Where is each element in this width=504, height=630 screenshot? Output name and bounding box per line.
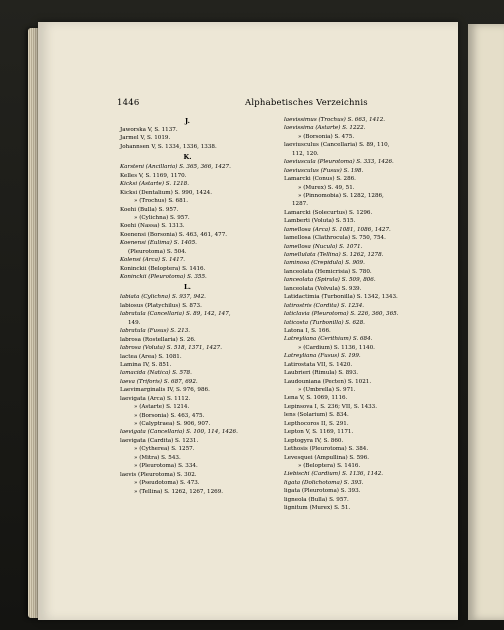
section-heading: L. — [184, 283, 191, 292]
index-entry: laevigata (Cardita) S. 1231. — [120, 437, 199, 444]
index-entry: » (Umbrella) S. 971. — [298, 387, 356, 393]
index-entry: lactea (Area) S. 1081. — [120, 353, 182, 360]
index-entry: Karsteni (Ancillaria) S. 365, 366, 1427. — [120, 164, 231, 171]
index-entry: Koenensi (Borsonia) S. 463, 461, 477. — [120, 231, 228, 238]
index-entry: laeviusculus (Fusus) S. 198. — [284, 167, 364, 174]
index-entry: Lamarcki (Conus) S. 286. — [284, 176, 356, 183]
index-entry: » (Pseudotoma) S. 473. — [134, 480, 200, 487]
index-entry: » (Borsonia) S. 463, 475. — [134, 412, 205, 419]
section-heading: J. — [185, 117, 190, 125]
index-entry: Laevimarginalis IV, S. 976, 986. — [120, 387, 210, 394]
index-entry: » (Cardium) S. 1136, 1140. — [298, 344, 375, 351]
index-entry: laticosta (Turbonilla) S. 628. — [284, 319, 365, 326]
index-entry: (Pleurotoma) S. 504. — [128, 248, 187, 255]
index-entry: » (Calyptraea) S. 906, 907. — [134, 421, 211, 427]
index-entry: lanceolata (Spirula) S. 509, 806. — [284, 277, 376, 284]
facing-page-edge — [468, 24, 504, 620]
index-entry: lamellosa (Arca) S. 1081, 1086, 1427. — [284, 226, 391, 233]
index-column-right — [284, 116, 444, 513]
index-entry: Laubrieri (Rimula) S. 893. — [284, 370, 359, 377]
index-entry: labiosus (Platychilus) S. 873. — [120, 302, 202, 309]
index-entry: 112, 120. — [292, 150, 319, 157]
section-heading: K. — [183, 153, 192, 162]
index-entry: Koninckii (Pleurotoma) S. 355. — [120, 274, 207, 280]
index-entry: Lethosis (Pleurotoma) S. 384. — [284, 446, 369, 453]
index-entry: lamellosa (Nucula) S. 1071. — [284, 243, 363, 250]
index-entry: Liebischi (Cardium) S. 1136, 1142. — [284, 471, 384, 478]
index-entry: Latreyliana (Cerithium) S. 684. — [284, 336, 373, 343]
index-entry: Koehi (Bulla) S. 957. — [120, 206, 179, 213]
index-entry: » (Pleurotoma) S. 334. — [134, 463, 198, 470]
index-entry: Leptogyra IV, S. 860. — [284, 437, 344, 444]
index-entry: lens (Solarium) S. 834. — [284, 412, 349, 419]
index-entry: ligneola (Bulla) S. 957. — [284, 496, 349, 503]
index-entry: lamellulata (Tellina) S. 1262, 1278. — [284, 252, 384, 258]
index-entry: labratula (Fusus) S. 213. — [120, 328, 191, 335]
index-entry: Jaworska V, S. 1137. — [120, 127, 178, 133]
index-entry: lanceolata (Volvula) S. 939. — [284, 285, 362, 292]
index-entry: » (Tellina) S. 1262, 1267, 1269. — [134, 488, 224, 495]
index-entry: Jarmel V, S. 1019. — [120, 135, 171, 142]
index-entry: 149. — [128, 319, 141, 326]
index-entry: 1287. — [292, 201, 309, 208]
index-column-left — [120, 116, 255, 496]
index-entry: Kelles V, S. 1169, 1170. — [120, 172, 187, 179]
index-entry: Kicksi (Dentalium) S. 990, 1424. — [120, 189, 212, 196]
index-entry: laeviuscula (Pleurotoma) S. 333, 1426. — [284, 159, 394, 166]
index-entry: Lepton V, S. 1169, 1171. — [284, 429, 354, 436]
index-entry: » (Borsonia) S. 475. — [298, 133, 355, 140]
index-entry: laevissima (Astarte) S. 1222. — [284, 125, 366, 132]
index-entry: Koenensi (Eulima) S. 1405. — [120, 240, 197, 247]
index-entry: Latona I, S. 166. — [284, 327, 331, 334]
index-entry: Latidactimia (Turbonilla) S. 1342, 1343. — [284, 294, 398, 301]
index-entry: Koninckii (Beloptera) S. 1416. — [120, 265, 206, 272]
index-entry: Lena V, S. 1069, 1116. — [284, 395, 348, 402]
index-entry: Kolensi (Arca) S. 1417. — [120, 257, 186, 264]
index-entry: » (Pinnomobia) S. 1282, 1286, — [298, 192, 384, 199]
index-entry: Kicksi (Astarte) S. 1218. — [120, 181, 189, 188]
index-entry: Lamarcki (Solecurtus) S. 1296. — [284, 209, 373, 216]
index-entry: » (Mitra) S. 543. — [134, 454, 181, 461]
index-entry: Lepinsova I, S. 236; VII, S. 1433. — [284, 403, 378, 410]
index-entry: Lamina IV, S. 851. — [120, 361, 172, 368]
index-entry: ligata (Dolichotoma) S. 393. — [284, 479, 364, 486]
index-entry: laeviusculus (Cancellaria) S. 89, 110, — [284, 142, 390, 149]
index-entry: laevigata (Cancellaria) S. 100, 114, 1426. — [120, 429, 238, 436]
index-entry: labrosa (Rostellaria) S. 26. — [120, 336, 196, 343]
index-entry: laevigata (Arca) S. 1112. — [120, 395, 191, 402]
index-entry: laticlavia (Pleurotoma) S. 226, 360, 365. — [284, 311, 399, 318]
index-entry: laeva (Triforis) S. 687, 692. — [120, 378, 198, 385]
index-entry: labratula (Cancellaria) S. 89, 142, 147, — [120, 311, 231, 318]
index-entry: Lamberti (Voluta) S. 515. — [284, 218, 356, 225]
index-entry: labrosa (Voluta) S. 518, 1371, 1427. — [120, 345, 222, 352]
index-entry: » (Cytherea) S. 1257. — [134, 446, 195, 453]
index-entry: » (Murex) S. 49, 51. — [298, 184, 355, 191]
index-entry: Latreyliana (Fusus) S. 199. — [284, 353, 361, 360]
index-entry: lignitum (Murex) S. 51. — [284, 505, 351, 512]
index-entry: latirostris (Cordita) S. 1234. — [284, 302, 365, 309]
index-entry: lamellosa (Clathrocula) S. 750, 754. — [284, 235, 386, 242]
index-entry: Johannsen V, S. 1334, 1336, 1338. — [120, 143, 217, 150]
index-entry: » (Cylichna) S. 957. — [134, 214, 190, 221]
index-entry: lanceolata (Hemicrisia) S. 780. — [284, 268, 372, 275]
index-entry: laevis (Pleurotoma) S. 302. — [120, 471, 197, 478]
index-entry: Laudouniana (Pecten) S. 1021. — [284, 378, 372, 385]
index-entry: ligata (Pleurotoma) S. 393. — [284, 488, 361, 495]
index-entry: labiata (Cylichna) S. 937, 942. — [120, 294, 206, 301]
index-entry: » (Beloptera) S. 1416. — [298, 462, 361, 469]
index-entry: Levesquei (Ampullina) S. 596. — [284, 454, 370, 461]
index-entry: laminosa (Crepidula) S. 909. — [284, 260, 365, 267]
page-number: 1446 — [117, 98, 140, 108]
index-entry: lamacida (Natica) S. 578. — [120, 370, 192, 377]
running-head: Alphabetisches Verzeichnis — [245, 98, 368, 108]
index-entry: Latirostata VII, S. 1420. — [284, 361, 353, 368]
index-entry: » (Astarte) S. 1214. — [134, 404, 190, 411]
index-entry: » (Trochus) S. 681. — [134, 198, 188, 205]
index-entry: laevissimus (Trochus) S. 663, 1412. — [284, 117, 386, 123]
index-entry: Lepthocoros II, S. 291. — [284, 420, 349, 427]
index-entry: Koehi (Nassa) S. 1313. — [120, 223, 185, 230]
